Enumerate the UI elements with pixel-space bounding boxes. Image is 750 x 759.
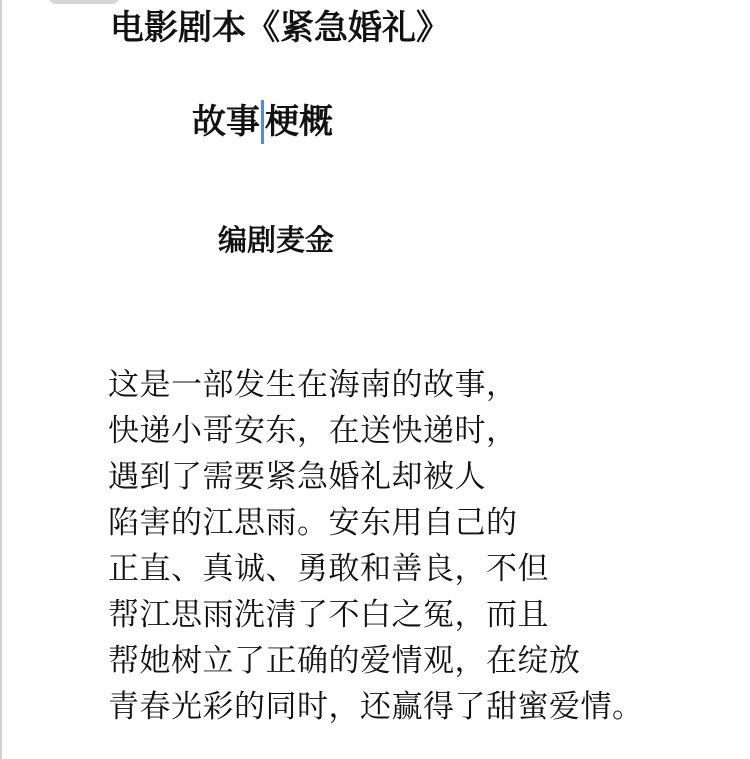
text-cursor-caret [261,100,264,144]
document-title: 电影剧本《紧急婚礼》 [110,8,450,48]
body-line: 帮她树立了正确的爱情观，在绽放 [108,643,581,679]
document-author: 编剧麦金 [218,223,335,257]
subtitle-text-before-caret: 故事 [192,102,260,142]
synopsis-body [108,362,738,730]
body-line: 青春光彩的同时，还赢得了甜蜜爱情。 [108,689,644,725]
left-edge-divider [0,0,2,759]
body-line: 帮江思雨洗清了不白之冤，而且 [108,597,549,633]
body-line: 正直、真诚、勇敢和善良，不但 [108,551,549,587]
body-line: 遇到了需要紧急婚礼却被人 [108,459,486,495]
body-line: 快递小哥安东，在送快递时， [108,413,518,449]
body-line: 陷害的江思雨。安东用自己的 [108,505,518,541]
body-line: 这是一部发生在海南的故事， [108,367,518,403]
top-scroll-indicator [48,0,120,4]
subtitle-text-after-caret: 梗概 [265,102,333,142]
document-subtitle[interactable] [192,102,333,144]
